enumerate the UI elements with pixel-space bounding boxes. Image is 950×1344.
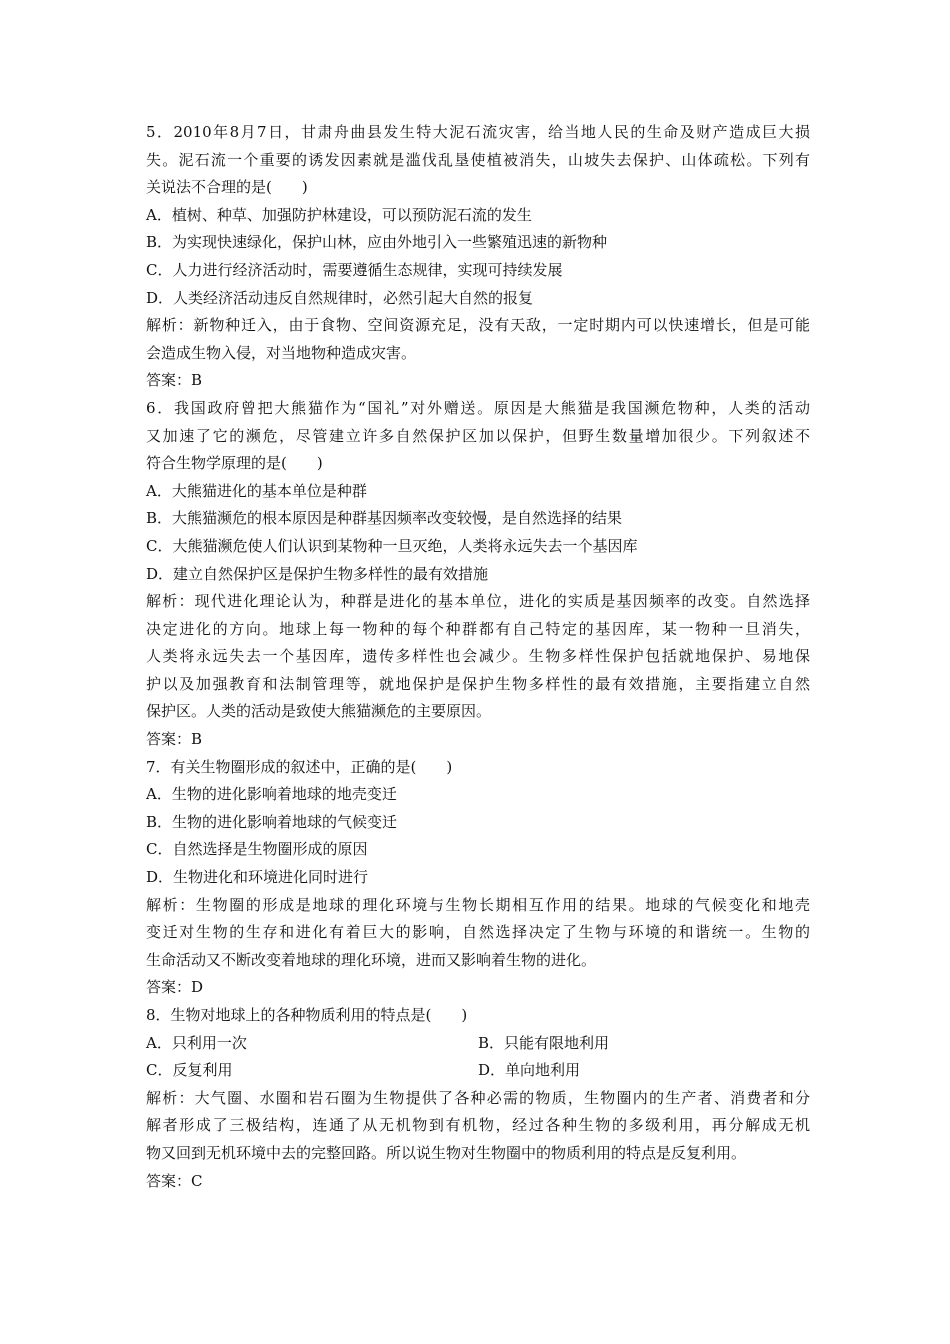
option-a: A．生物的进化影响着地球的地壳变迁 [146, 785, 397, 804]
question-stem-line: 5．2010年8月7日，甘肃舟曲县发生特大泥石流灾害，给当地人民的生命及财产造成巨大损 [146, 123, 810, 141]
option-c: C．自然选择是生物圈形成的原因 [146, 840, 368, 859]
option-b: B．只能有限地利用 [478, 1033, 610, 1052]
question-5 [146, 119, 810, 395]
answer: 答案：D [146, 978, 204, 997]
question-7 [146, 754, 810, 1002]
option-b: B．为实现快速绿化，保护山林，应由外地引入一些繁殖迅速的新物种 [146, 233, 608, 252]
analysis-line: 解析：现代进化理论认为，种群是进化的基本单位，进化的实质是基因频率的改变。自然选择 [146, 592, 810, 611]
analysis-line: 生命活动又不断改变着地球的理化环境，进而又影响着生物的进化。 [146, 950, 597, 969]
analysis-line: 解析：新物种迁入，由于食物、空间资源充足，没有天敌，一定时期内可以快速增长，但是可能 [146, 316, 810, 335]
analysis-line: 解析：生物圈的形成是地球的理化环境与生物长期相互作用的结果。地球的气候变化和地壳 [146, 895, 810, 914]
document-page [146, 119, 810, 1195]
question-6 [146, 395, 810, 754]
answer: 答案：B [146, 371, 203, 390]
option-a: A．植树、种草、加强防护林建设，可以预防泥石流的发生 [146, 205, 532, 224]
question-stem-line: 8．生物对地球上的各种物质利用的特点是( ) [146, 1006, 468, 1024]
analysis-line: 变迁对生物的生存和进化有着巨大的影响，自然选择决定了生物与环境的和谐统一。生物的 [146, 923, 810, 942]
option-row [146, 1057, 810, 1085]
question-stem-line: 失。泥石流一个重要的诱发因素就是滥伐乱垦使植被消失，山坡失去保护、山体疏松。下列有 [146, 150, 810, 169]
option-row [146, 1030, 810, 1058]
option-c: C．反复利用 [146, 1061, 233, 1080]
question-stem-line: 又加速了它的濒危，尽管建立许多自然保护区加以保护，但野生数量增加很少。下列叙述不 [146, 426, 810, 445]
option-a: A．大熊猫进化的基本单位是种群 [146, 481, 367, 500]
analysis-line: 物又回到无机环境中去的完整回路。所以说生物对生物圈中的物质利用的特点是反复利用。 [146, 1143, 747, 1162]
option-b: B．生物的进化影响着地球的气候变迁 [146, 812, 398, 831]
analysis-line: 护以及加强教育和法制管理等，就地保护是保护生物多样性的最有效措施，主要指建立自然 [146, 674, 810, 693]
analysis-line: 决定进化的方向。地球上每一物种的每个种群都有自己特定的基因库，某一物种一旦消失， [146, 619, 810, 638]
answer: 答案：C [146, 1171, 203, 1190]
option-c: C．人力进行经济活动时，需要遵循生态规律，实现可持续发展 [146, 260, 563, 279]
analysis-line: 解析：大气圈、水圈和岩石圈为生物提供了各种必需的物质，生物圈内的生产者、消费者和分 [146, 1088, 810, 1107]
option-b: B．大熊猫濒危的根本原因是种群基因频率改变较慢，是自然选择的结果 [146, 509, 623, 528]
answer: 答案：B [146, 730, 203, 749]
analysis-line: 保护区。人类的活动是致使大熊猫濒危的主要原因。 [146, 702, 492, 721]
question-stem-line: 7．有关生物圈形成的叙述中，正确的是( ) [146, 757, 453, 776]
question-stem-line: 6．我国政府曾把大熊猫作为“国礼”对外赠送。原因是大熊猫是我国濒危物种，人类的活动 [146, 398, 810, 417]
question-stem-line: 符合生物学原理的是( ) [146, 454, 323, 473]
question-8 [146, 1002, 810, 1195]
option-c: C．大熊猫濒危使人们认识到某物种一旦灭绝，人类将永远失去一个基因库 [146, 536, 638, 555]
analysis-line: 解者形成了三极结构，连通了从无机物到有机物，经过各种生物的多级利用，再分解成无机 [146, 1116, 810, 1135]
analysis-line: 人类将永远失去一个基因库，遗传多样性也会减少。生物多样性保护包括就地保护、易地保 [146, 647, 810, 666]
option-d: D．单向地利用 [478, 1061, 581, 1080]
option-d: D．生物进化和环境进化同时进行 [146, 868, 369, 887]
analysis-line: 会造成生物入侵，对当地物种造成灾害。 [146, 343, 417, 362]
question-stem-line: 关说法不合理的是( ) [146, 178, 308, 197]
option-d: D．人类经济活动违反自然规律时，必然引起大自然的报复 [146, 288, 534, 307]
option-d: D．建立自然保护区是保护生物多样性的最有效措施 [146, 564, 489, 583]
option-a: A．只利用一次 [146, 1033, 247, 1052]
